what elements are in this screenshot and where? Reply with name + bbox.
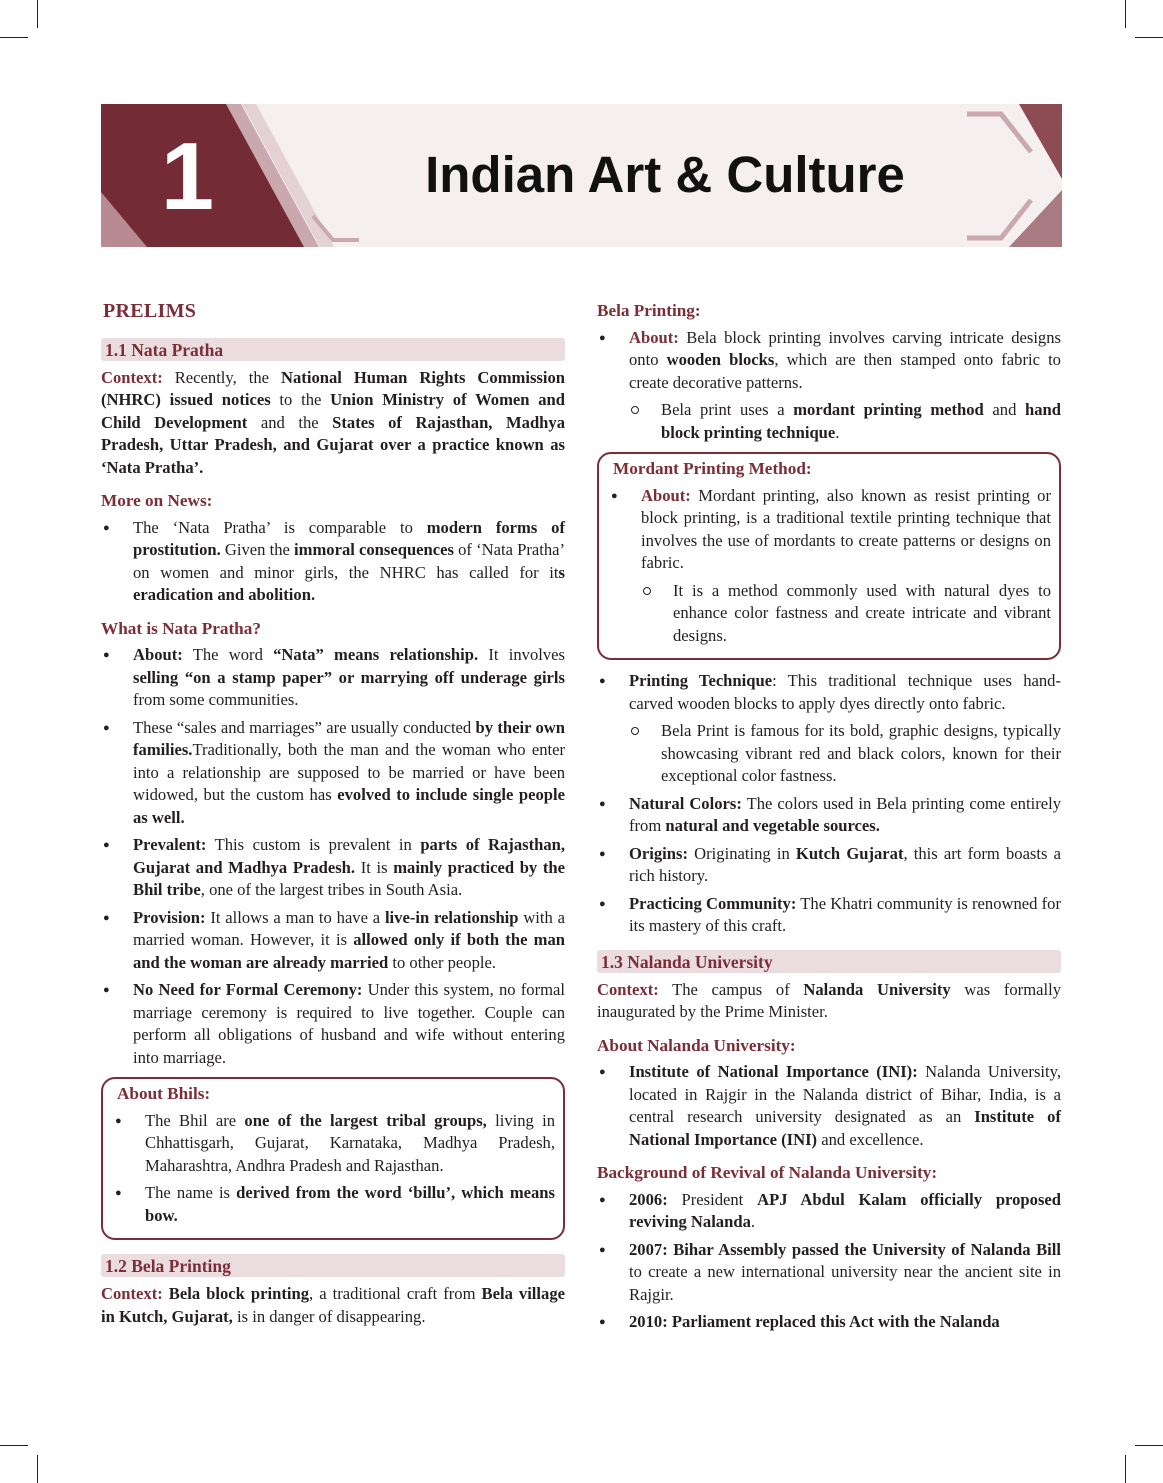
- about-bhils-title: About Bhils:: [117, 1084, 211, 1103]
- crop-mark: [1125, 1455, 1126, 1483]
- revival-heading: Background of Revival of Nalanda University:: [597, 1163, 938, 1182]
- list-item: ● About: The word “Nata” means relationship. It involves selling “on a stamp paper” or marrying off underage girls from some communities.: [101, 644, 565, 712]
- bela-printing-heading: Bela Printing:: [597, 301, 701, 320]
- list-item: ● No Need for Formal Ceremony: Under this system, no formal marriage ceremony is required to live together. Couple can perform all obligations of husband and wife without entering into marriage.: [101, 979, 565, 1069]
- list-item: ● Natural Colors: The colors used in Bela printing come entirely from natural and vegetable sources.: [597, 793, 1061, 838]
- list-item: ● Practicing Community: The Khatri community is renowned for its mastery of this craft.: [597, 893, 1061, 938]
- list-item: ● 2007: Bihar Assembly passed the University of Nalanda Bill to create a new international university near the ancient site in Rajgir.: [597, 1239, 1061, 1307]
- nalanda-list: [597, 1061, 1061, 1151]
- list-item: ● 2010: Parliament replaced this Act with the Nalanda: [597, 1311, 1061, 1334]
- crop-mark: [1125, 0, 1126, 28]
- sub-list: [629, 399, 1061, 444]
- bela-list: [597, 327, 1061, 445]
- crop-mark: [1135, 37, 1163, 38]
- right-column: [597, 298, 1061, 1339]
- list-item: ● About: Mordant printing, also known as resist printing or block printing, is a traditional textile printing technique that involves the use of mordants to create patterns or designs on fabric. It is a method commonly used with natural dyes to enhance color fastness and create intricate and vibrant designs.: [609, 485, 1051, 648]
- list-item: ● Origins: Originating in Kutch Gujarat, this art form boasts a rich history.: [597, 843, 1061, 888]
- chapter-title: Indian Art & Culture: [425, 146, 905, 203]
- list-item: ● Institute of National Importance (INI): Nalanda University, located in Rajgir in the Nalanda district of Bihar, India, is a central research university designated as an Institute of National Importance (INI) and excellence.: [597, 1061, 1061, 1151]
- more-on-news-heading: More on News:: [101, 491, 213, 510]
- mordant-list: [609, 485, 1051, 648]
- more-news-list: [101, 517, 565, 607]
- mordant-printing-title: Mordant Printing Method:: [613, 459, 812, 478]
- sub-list: [641, 580, 1051, 648]
- bela-details-list: [597, 670, 1061, 938]
- context-paragraph: Context: The campus of Nalanda University was formally inaugurated by the Prime Minister.: [597, 979, 1061, 1021]
- prelims-heading: PRELIMS: [103, 300, 197, 322]
- section-title-nata-pratha: 1.1 Nata Pratha: [101, 338, 565, 361]
- list-item: ● These “sales and marriages” are usually conducted by their own families.Traditionally, both the man and the woman who enter into a relationship are supposed to be married or have been widowed, but the custom has evolved to include single people as well.: [101, 717, 565, 830]
- nata-facts-list: [101, 644, 565, 1069]
- crop-mark: [1135, 1445, 1163, 1446]
- left-column: [101, 298, 565, 1332]
- list-item: ● 2006: President APJ Abdul Kalam officially proposed reviving Nalanda.: [597, 1189, 1061, 1234]
- list-item: ● The name is derived from the word ‘billu’, which means bow.: [113, 1182, 555, 1227]
- chapter-number: 1: [160, 123, 215, 230]
- list-item: ● Prevalent: This custom is prevalent in parts of Rajasthan, Gujarat and Madhya Pradesh. It is mainly practiced by the Bhil tribe, one of the largest tribes in South Asia.: [101, 834, 565, 902]
- about-bhils-box: [101, 1077, 565, 1240]
- crop-mark: [37, 1455, 38, 1483]
- context-paragraph: Context: Recently, the National Human Rights Commission (NHRC) issued notices to the Union Ministry of Women and Child Development and the States of Rajasthan, Madhya Pradesh, Uttar Pradesh, and Gujarat over a practice known as ‘Nata Pratha’.: [101, 367, 566, 477]
- list-item: ● The ‘Nata Pratha’ is comparable to modern forms of prostitution. Given the immoral consequences of ‘Nata Pratha’ on women and minor girls, the NHRC has called for its eradication and abolition.: [101, 517, 565, 607]
- sub-list-item: Bela Print is famous for its bold, graphic designs, typically showcasing vibrant red and black colors, known for their exceptional color fastness.: [629, 720, 1061, 788]
- crop-mark: [0, 37, 28, 38]
- sub-list-item: Bela print uses a mordant printing method and hand block printing technique.: [629, 399, 1061, 444]
- sub-list-item: It is a method commonly used with natural dyes to enhance color fastness and create intricate and vibrant designs.: [641, 580, 1051, 648]
- section-title-nalanda: 1.3 Nalanda University: [597, 950, 1061, 973]
- list-item: ● Provision: It allows a man to have a live-in relationship with a married woman. However, it is allowed only if both the man and the woman are already married to other people.: [101, 907, 565, 975]
- crop-mark: [37, 0, 38, 28]
- revival-list: [597, 1189, 1061, 1334]
- list-item: ● About: Bela block printing involves carving intricate designs onto wooden blocks, which are then stamped onto fabric to create decorative patterns. Bela print uses a mordant printing method and hand block printing technique.: [597, 327, 1061, 445]
- mordant-printing-box: [597, 452, 1061, 660]
- context-paragraph: Context: Bela block printing, a traditional craft from Bela village in Kutch, Gujarat, is in danger of disappearing.: [101, 1284, 565, 1326]
- sub-list: [629, 720, 1061, 788]
- list-item: ● Printing Technique: This traditional technique uses hand-carved wooden blocks to apply dyes directly onto fabric. Bela Print is famous for its bold, graphic designs, typically showcasing vibrant red and black colors, known for their exceptional color fastness.: [597, 670, 1061, 788]
- what-is-nata-heading: What is Nata Pratha?: [101, 618, 261, 638]
- bhils-list: [113, 1110, 555, 1228]
- list-item: ● The Bhil are one of the largest tribal groups, living in Chhattisgarh, Gujarat, Karnataka, Madhya Pradesh, Maharashtra, Andhra Pradesh and Rajasthan.: [113, 1110, 555, 1178]
- about-nalanda-heading: About Nalanda University:: [597, 1035, 796, 1055]
- crop-mark: [0, 1445, 28, 1446]
- section-title-bela-printing: 1.2 Bela Printing: [101, 1254, 565, 1277]
